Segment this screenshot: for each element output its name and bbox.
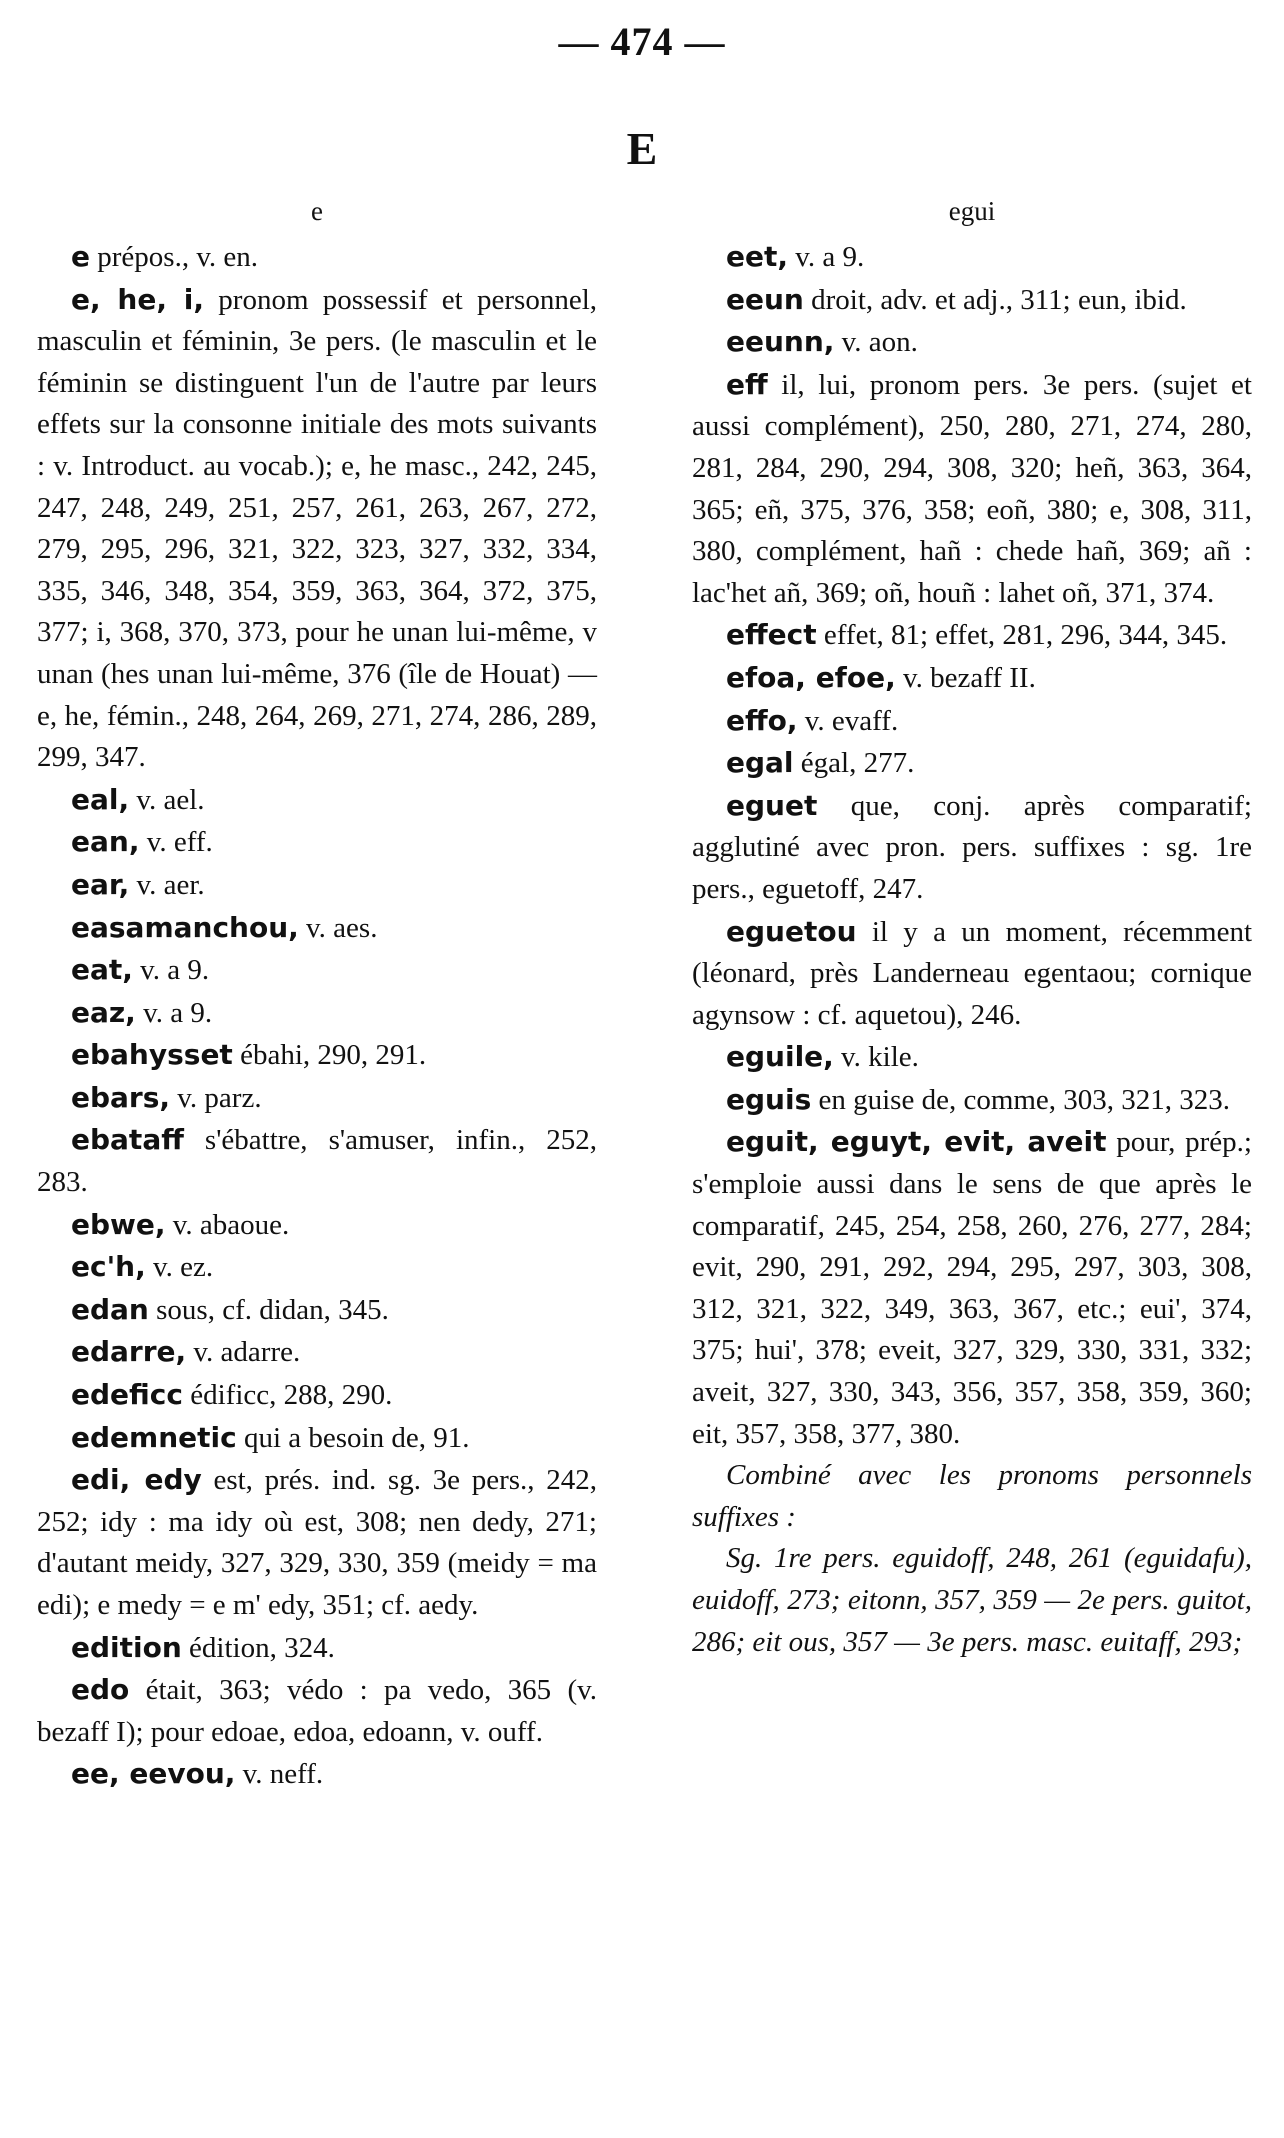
entry-definition: qui a besoin de, 91. [236, 1421, 470, 1454]
dictionary-entry [37, 1669, 597, 1753]
entry-definition: prépos., v. en. [90, 241, 259, 273]
right-entries [692, 236, 1252, 1663]
column-heading-left: e [311, 196, 323, 226]
entry-headword: eat, [71, 953, 133, 987]
entry-headword: ebars, [71, 1080, 171, 1114]
entry-definition: s'ébattre, s'amuser, infin., 252, 283. [37, 1124, 597, 1199]
entry-definition: v. a 9. [132, 954, 210, 987]
dictionary-entry [37, 1204, 597, 1247]
entry-definition: v. neff. [235, 1758, 324, 1791]
entry-definition: effet, 81; effet, 281, 296, 344, 345. [816, 619, 1228, 652]
dictionary-entry [37, 907, 597, 950]
entry-headword: edarre, [71, 1335, 187, 1369]
entry-definition: édificc, 288, 290. [182, 1379, 393, 1412]
dictionary-entry [692, 1538, 1252, 1663]
entry-headword: edemnetic [71, 1420, 237, 1454]
dictionary-entry [692, 1455, 1252, 1538]
entry-headword: e [71, 240, 90, 273]
dictionary-entry [692, 742, 1252, 785]
entry-headword: ear, [71, 867, 130, 901]
entry-headword: ebahysset [71, 1038, 233, 1072]
entry-headword: effo, [726, 703, 798, 737]
dictionary-entry [37, 1417, 597, 1460]
dictionary-entry [692, 785, 1252, 911]
entry-headword: edition [71, 1630, 182, 1664]
dictionary-entry [37, 1289, 597, 1332]
entry-headword: eguit, eguyt, evit, aveit [726, 1125, 1107, 1159]
dictionary-entry [692, 911, 1252, 1037]
entry-headword: edi, edy [71, 1463, 202, 1497]
entry-headword: ebataff [71, 1123, 184, 1157]
dictionary-entry [692, 1121, 1252, 1455]
entry-definition: il, lui, pronom pers. 3e pers. (sujet et aussi complément), 250, 280, 271, 274, 280, 281, 284, 290, 294, 308, 320; heñ, 363, 364, 365; eñ, 375, 376, 358; eoñ, 380; e, 308, 311, 380, complément, hañ : chede hañ, 369; añ : lac'het añ, 369; oñ, houñ : lahet oñ, 371, 374. [692, 368, 1252, 609]
dictionary-entry [37, 821, 597, 864]
entry-definition: v. eff. [139, 826, 213, 859]
entry-headword: edo [71, 1673, 130, 1707]
entry-definition: v. evaff. [797, 704, 899, 737]
dictionary-entry [37, 1034, 597, 1077]
entry-headword: eaz, [71, 995, 136, 1029]
entry-definition: pronom possessif et personnel, masculin et féminin, 3e pers. (le masculin et le féminin se distinguent l'un de l'autre par leurs effets sur la consonne initiale des mots suivants : v. Introduct. au vocab.); e, he masc., 242, 245, 247, 248, 249, 251, 257, 261, 263, 267, 272, 279, 295, 296, 321, 322, 323, 327, 332, 334, 335, 346, 348, 354, 359, 363, 364, 372, 375, 377; i, 368, 370, 373, pour he unan lui-même, v unan (hes unan lui-même, 376 (île de Houat) — e, he, fémin., 248, 264, 269, 271, 274, 286, 289, 299, 347. [37, 283, 598, 774]
dictionary-entry [37, 864, 597, 907]
entry-definition: droit, adv. et adj., 311; eun, ibid. [803, 283, 1187, 316]
entry-headword: effect [726, 618, 817, 652]
entry-definition: pour, prép.; s'emploie aussi dans le sens de que après le comparatif, 245, 254, 258, 260, 276, 277, 284; evit, 290, 291, 292, 294, 295, 297, 303, 308, 312, 321, 322, 349, 363, 367, etc.; eui', 374, 375; hui', 378; eveit, 327, 329, 330, 331, 332; aveit, 327, 330, 343, 356, 357, 358, 359, 360; eit, 357, 358, 377, 380. [692, 1126, 1252, 1450]
dictionary-entry [37, 279, 597, 779]
dictionary-entry [37, 992, 597, 1035]
entry-definition: édition, 324. [181, 1631, 335, 1664]
entry-definition: v. aer. [129, 868, 205, 901]
entry-headword: edan [71, 1292, 149, 1326]
entry-headword: eff [726, 367, 768, 401]
entry-definition: Combiné avec les pronoms personnels suffixes : [692, 1459, 1252, 1533]
entry-definition: v. a 9. [135, 996, 213, 1029]
dictionary-entry [37, 779, 597, 822]
dictionary-entry [37, 1246, 597, 1289]
dictionary-entry [692, 614, 1252, 657]
entry-definition: est, prés. ind. sg. 3e pers., 242, 252; idy : ma idy où est, 308; nen dedy, 271; d'autant meidy, 327, 329, 330, 359 (meidy = ma edi); e medy = e m' edy, 351; cf. aedy. [37, 1464, 597, 1621]
dictionary-entry [37, 236, 597, 279]
entry-headword: e, he, i, [71, 282, 204, 316]
dictionary-entry [692, 236, 1252, 279]
dictionary-entry [692, 364, 1252, 615]
section-letter: E [626, 123, 658, 174]
entry-headword: ec'h, [71, 1250, 146, 1284]
entry-definition: Sg. 1re pers. eguidoff, 248, 261 (eguidafu), euidoff, 273; eitonn, 357, 359 — 2e pers. guitot, 286; eit ous, 357 — 3e pers. masc. euitaff, 293; [692, 1542, 1252, 1658]
entry-definition: v. kile. [833, 1041, 919, 1074]
dictionary-entry [692, 657, 1252, 700]
entry-definition: v. ez. [145, 1251, 214, 1284]
dictionary-entry [692, 1036, 1252, 1079]
entry-headword: eeun [726, 282, 804, 316]
entry-headword: eguet [726, 788, 818, 822]
entry-definition: v. parz. [170, 1081, 262, 1114]
dictionary-entry [692, 279, 1252, 322]
entry-headword: eet, [726, 240, 789, 273]
entry-definition: v. abaoue. [165, 1208, 290, 1241]
entry-definition: en guise de, comme, 303, 321, 323. [811, 1083, 1231, 1116]
entry-headword: eal, [71, 782, 130, 816]
page-number: — 474 — [558, 19, 726, 64]
entry-headword: eeunn, [726, 325, 835, 359]
entry-definition: v. aon. [834, 326, 918, 359]
entry-definition: il y a un moment, récemment (léonard, près Landerneau egentaou; cornique agynsow : cf. aquetou), 246. [692, 915, 1252, 1031]
dictionary-entry [37, 1753, 597, 1796]
entry-definition: v. aes. [298, 911, 378, 944]
entry-definition: v. adarre. [186, 1336, 301, 1369]
entry-definition: v. a 9. [788, 241, 865, 273]
dictionary-entry [37, 1331, 597, 1374]
left-column [37, 196, 597, 1796]
dictionary-entry [37, 1459, 597, 1626]
entry-headword: efoa, efoe, [726, 660, 896, 694]
entry-headword: eguile, [726, 1040, 834, 1074]
entry-definition: v. bezaff II. [895, 661, 1036, 694]
entry-definition: était, 363; védo : pa vedo, 365 (v. bezaff I); pour edoae, edoa, edoann, v. ouff. [37, 1674, 597, 1748]
left-entries [37, 236, 597, 1796]
entry-headword: egal [726, 746, 794, 780]
entry-definition: que, conj. après comparatif; agglutiné avec pron. pers. suffixes : sg. 1re pers., eguetoff, 247. [692, 789, 1252, 905]
entry-headword: eguis [726, 1082, 812, 1116]
right-column [692, 196, 1252, 1663]
entry-headword: ee, eevou, [71, 1757, 236, 1791]
dictionary-entry [692, 1079, 1252, 1122]
dictionary-entry [37, 1627, 597, 1670]
entry-definition: égal, 277. [793, 747, 915, 780]
entry-definition: v. ael. [129, 783, 205, 816]
entry-headword: ean, [71, 825, 140, 859]
dictionary-entry [692, 700, 1252, 743]
entry-headword: ebwe, [71, 1207, 166, 1241]
entry-headword: edeficc [71, 1378, 183, 1412]
entry-definition: sous, cf. didan, 345. [148, 1293, 389, 1326]
entry-headword: eguetou [726, 914, 857, 948]
entry-headword: easamanchou, [71, 910, 299, 944]
entry-definition: ébahi, 290, 291. [232, 1039, 427, 1072]
dictionary-entry [37, 949, 597, 992]
dictionary-entry [37, 1119, 597, 1203]
dictionary-entry [37, 1077, 597, 1120]
dictionary-entry [37, 1374, 597, 1417]
dictionary-entry [692, 321, 1252, 364]
column-heading-right: egui [948, 196, 996, 226]
